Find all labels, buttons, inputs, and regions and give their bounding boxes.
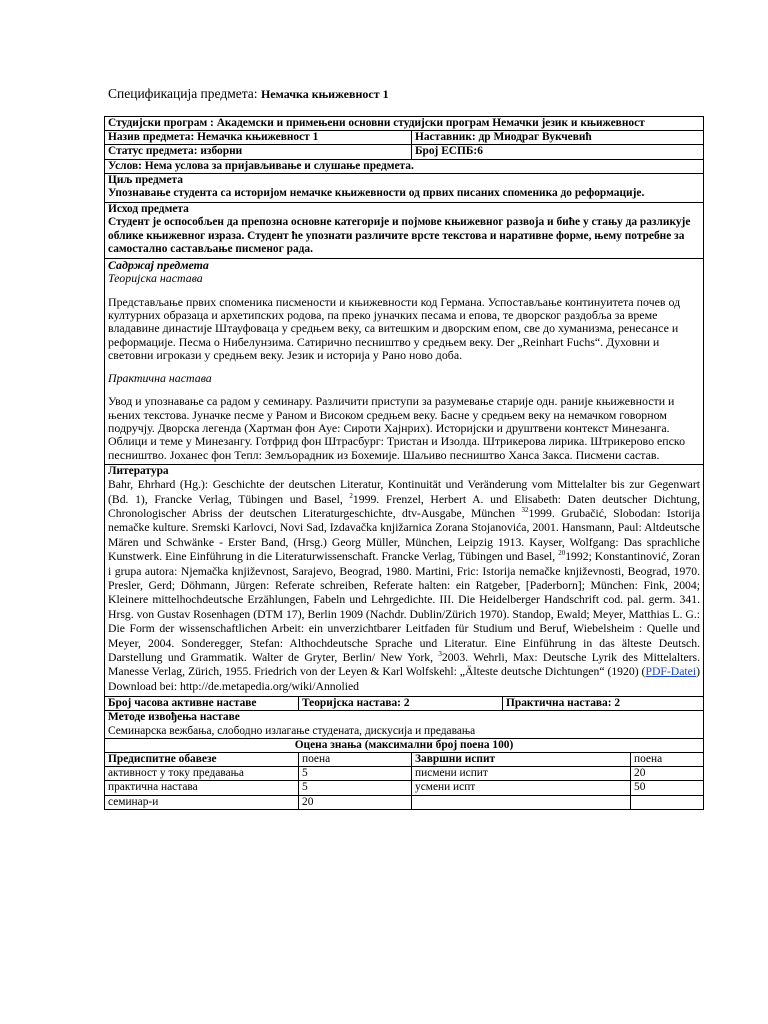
grading-cell: 20 [631, 767, 704, 781]
course-title: Назив предмета: Немачка књижевност 1 [105, 131, 412, 145]
grading-heading: Оцена знања (максимални број поена 100) [105, 738, 704, 752]
course-teacher-row [105, 131, 704, 145]
outcome-row [105, 203, 704, 259]
page-title [108, 86, 389, 102]
title-prefix: Спецификација предмета: [108, 86, 258, 101]
grading-cell [412, 795, 631, 809]
grading-cell: активност у току предавања [105, 767, 299, 781]
outcome-text: Студент је оспособљен да препозна основне категорије и појмове књижевног развоја и биће у стању да разликује облике књижевног израза. Студент ће упознати различите врсте текстова и наративне форме, њему потребне за самостално састављање писменог рада. [108, 216, 691, 255]
literature-row [105, 464, 704, 696]
goal-heading: Циљ предмета [108, 173, 183, 186]
grading-col-final-points: поена [631, 753, 704, 767]
grading-cell: семинар-и [105, 795, 299, 809]
condition-row [105, 159, 704, 173]
pdf-link[interactable]: PDF-Datei [645, 665, 697, 679]
grading-cell: усмени испт [412, 781, 631, 795]
theory-text: Представљање првих споменика писмености и књижевности код Германа. Успостављање континуитета почев од културних образаца и архетипских родова, па преко јуначких песама и епова, те дворског раздобља за време владавине династије Штауфоваца у средњем веку, са витешким и дворским епом, све до хуманизма, ренесансе и реформације. Песма о Нибелунзима. Сатирично песништво у средњем веку. Der „Reinhart Fuchs“. Духовни и световни игрокази у средњем веку. Језик и историја у Рано ново доба. [108, 294, 681, 362]
study-program: Студијски програм : Академски и примењени основни студијски програм Немачки језик и књижевност [105, 117, 704, 131]
grading-row [105, 767, 704, 781]
practice-text: Увод и упознавање са радом у семинару. Различити приступи за разумевање старије одн. раније књижевности и њених текстова. Јуначке песме у Раном и Високом средњем веку. Басне у средњем веку на немачком говорном подручју. Дворска легенда (Хартман фон Ауе: Сироти Хајнрих). Историјски и друштвени контекст Минезанга. Облици и теме у Минезангу. Готфрид фон Штрасбург: Тристан и Изолда. Штрикерова лирика. Штрикерово епско песништво. Јоханес фон Тепл: Земљорадник из Бохемије. Шаљиво песништво Ханса Закса. Писмени састав. [108, 394, 686, 462]
hours-practice: Практична настава: 2 [503, 697, 704, 711]
grading-cell: практична настава [105, 781, 299, 795]
teacher: Наставник: др Миодраг Вукчевић [412, 131, 704, 145]
content-heading: Садржај предмета [108, 258, 209, 273]
grading-col-points: поена [299, 753, 412, 767]
grading-cell: 5 [299, 781, 412, 795]
grading-cell: 5 [299, 767, 412, 781]
hours-label: Број часова активне наставе [105, 697, 299, 711]
specification-table [104, 116, 704, 810]
hours-theory: Теоријска настава: 2 [299, 697, 503, 711]
title-course-name: Немачка књижевност 1 [260, 87, 389, 101]
content-row [105, 259, 704, 465]
literature-text: Bahr, Ehrhard (Hg.): Geschichte der deutschen Literatur, Kontinuität und Veränderung vom Mittelalter bis zur Gegenwart (Bd. 1), Francke Verlag, Tübingen und Basel, $^2$1999. Frenzel, Herbert A. und Elisabeth: Daten deutscher Dichtung, Chronologischer Abriss der deutschen Literaturgeschichte, dtv-Ausgabe, München $^{32}$1999. Grubačić, Slobodan: Istorija nemačke kulture. Sremski Karlovci, Novi Sad, Izdavačka knjižarnica Zorana Stojanovića, 2001. Hansmann, Paul: Altdeutsche Mären und Schwänke - Erster Band, (Hrsg.) Georg Müller, München, Leipzig 1913. Kayser, Wolfgang: Das sprachliche Kunstwerk. Eine Einführung in die Literaturwissenschaft. Francke Verlag, Tübingen und Basel, $^{20}$1992; Konstantinović, Zoran i grupa autora: Njemačka književnost, Sarajevo, Beograd, 1980. Martini, Fric: Istorija nemačke književnosti, Beograd, 1970. Presler, Gerd; Döhmann, Jürgen: Referate schreiben, Referate halten: ein Ratgeber, [Paderborn]; München: Fink, 2004; Kleinere mittelhochdeutsche Erzählungen, Fabeln und Lehrgedichte. III. Die Heidelberger Handschrift cod. pal. germ. 341. Hrsg. von Gustav Rosenhagen (DTM 17), Berlin 1909 (Nachdr. Dublin/Zürich 1970). Standop, Ewald; Meyer, Matthias L. G.: Die Form der wissenschaftlichen Arbeit: ein unverzichtbarer Leitfaden für Studium und Beruf, Wiebelsheim : Quelle und Meyer, 2004. Sonderegger, Stefan: Althochdeutsche Sprache und Literatur. Eine Einführung in das älteste Deutsch. Darstellung und Grammatik. Walter de Gryter, Berlin/ New York, $^3$2003. Wehrli, Max: Deutsche Lyrik des Mittelalters. Manesse Verlag, Zürich, 1955. Friedrich von der Leyen & Karl Wolfskehl: „Älteste deutsche Dichtungen“ (1920) (PDF-Datei) Download bei: http://de.metapedia.org/wiki/Annolied [108, 478, 701, 693]
ects-credits: Број ЕСПБ:6 [412, 145, 704, 159]
methods-row [105, 711, 704, 738]
practice-heading: Практична настава [108, 371, 212, 386]
enrollment-condition: Услов: Нема услова за пријављивање и слушање предмета. [105, 159, 704, 173]
grading-cell [631, 795, 704, 809]
grading-heading-row [105, 738, 704, 752]
course-status: Статус предмета: изборни [105, 145, 412, 159]
grading-col-final: Завршни испит [412, 753, 631, 767]
grading-cell: 50 [631, 781, 704, 795]
goal-text: Упознавање студента са историјом немачке књижевности од првих писаних споменика до реформације. [108, 187, 645, 200]
grading-header-row [105, 753, 704, 767]
grading-cell: писмени испит [412, 767, 631, 781]
methods-heading: Методе извођења наставе [108, 711, 240, 724]
goal-row [105, 173, 704, 202]
grading-col-preexam: Предиспитне обавезе [105, 753, 299, 767]
theory-heading: Теоријска настава [108, 271, 203, 286]
program-row [105, 117, 704, 131]
methods-text: Семинарска вежбања, слободно излагање студената, дискусија и предавања [108, 724, 476, 737]
literature-heading: Литература [108, 464, 169, 477]
grading-row [105, 781, 704, 795]
grading-row [105, 795, 704, 809]
hours-row [105, 697, 704, 711]
grading-cell: 20 [299, 795, 412, 809]
outcome-heading: Исход предмета [108, 203, 189, 216]
status-ects-row [105, 145, 704, 159]
